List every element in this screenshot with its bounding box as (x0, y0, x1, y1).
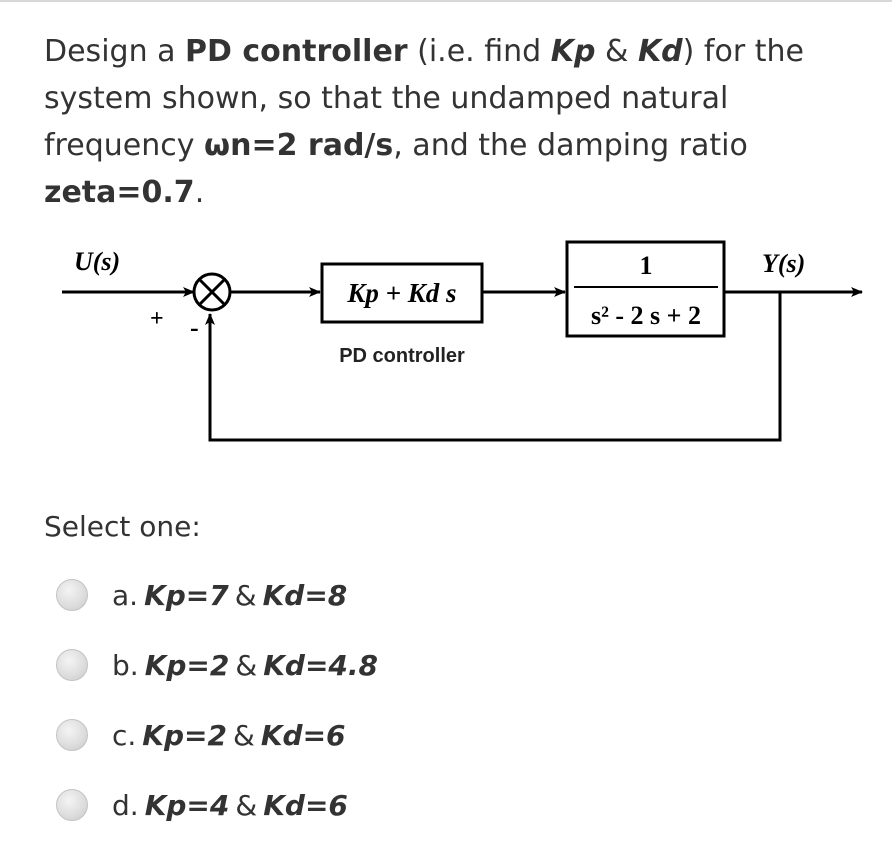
question-part: . (194, 175, 205, 210)
option-kd: Kd=6 (263, 788, 348, 822)
question-text (44, 28, 864, 216)
question-part: , and the damping ratio (393, 128, 748, 163)
option-a[interactable] (56, 560, 378, 630)
radio-button-d[interactable] (56, 789, 88, 821)
minus-sign: - (190, 313, 199, 342)
option-ampersand: & (232, 718, 255, 752)
option-kp: Kp=2 (144, 648, 230, 682)
option-b-label (112, 649, 378, 682)
option-kd: Kd=6 (260, 718, 346, 752)
option-b[interactable] (56, 630, 378, 700)
option-ampersand: & (234, 578, 257, 612)
question-kd: Kd (637, 34, 683, 69)
option-kp: Kp=2 (142, 718, 227, 752)
question-part: (i.e. find (407, 34, 551, 69)
input-label: U(s) (74, 247, 121, 276)
question-wn: ωn=2 rad/s (204, 128, 394, 163)
radio-button-b[interactable] (56, 649, 88, 681)
radio-button-c[interactable] (56, 719, 88, 751)
radio-button-a[interactable] (56, 579, 88, 611)
output-label: Y(s) (762, 249, 806, 278)
option-d[interactable] (56, 770, 378, 840)
question-emphasis-pd: PD controller (185, 34, 408, 69)
option-kp: Kp=4 (144, 788, 230, 822)
option-kd: Kd=4.8 (263, 648, 379, 682)
select-one-label: Select one: (44, 510, 201, 543)
option-kd: Kd=8 (262, 578, 348, 612)
question-part: Design a (44, 34, 186, 69)
answer-options (56, 560, 378, 840)
option-d-label (112, 789, 348, 822)
question-part: & (595, 34, 638, 69)
top-divider (0, 0, 892, 2)
option-letter: c. (112, 718, 137, 752)
option-a-label (112, 579, 347, 612)
plus-sign: + (150, 306, 164, 332)
pd-controller-expression: Kp + Kd s (347, 278, 457, 308)
option-letter: b. (112, 648, 139, 682)
option-ampersand: & (235, 788, 258, 822)
plant-denominator: s² - 2 s + 2 (590, 301, 702, 330)
option-c-label (112, 719, 346, 752)
option-ampersand: & (235, 648, 258, 682)
option-kp: Kp=7 (144, 578, 229, 612)
question-part: ) for the system shown, so that the undamped natural frequency (44, 34, 804, 163)
plant-numerator: 1 (639, 251, 653, 280)
pd-controller-caption: PD controller (339, 345, 465, 367)
question-kp: Kp (550, 34, 596, 69)
question-zeta: zeta=0.7 (44, 175, 195, 210)
option-letter: a. (112, 578, 139, 612)
option-c[interactable] (56, 700, 378, 770)
block-diagram (0, 240, 892, 455)
option-letter: d. (112, 788, 139, 822)
